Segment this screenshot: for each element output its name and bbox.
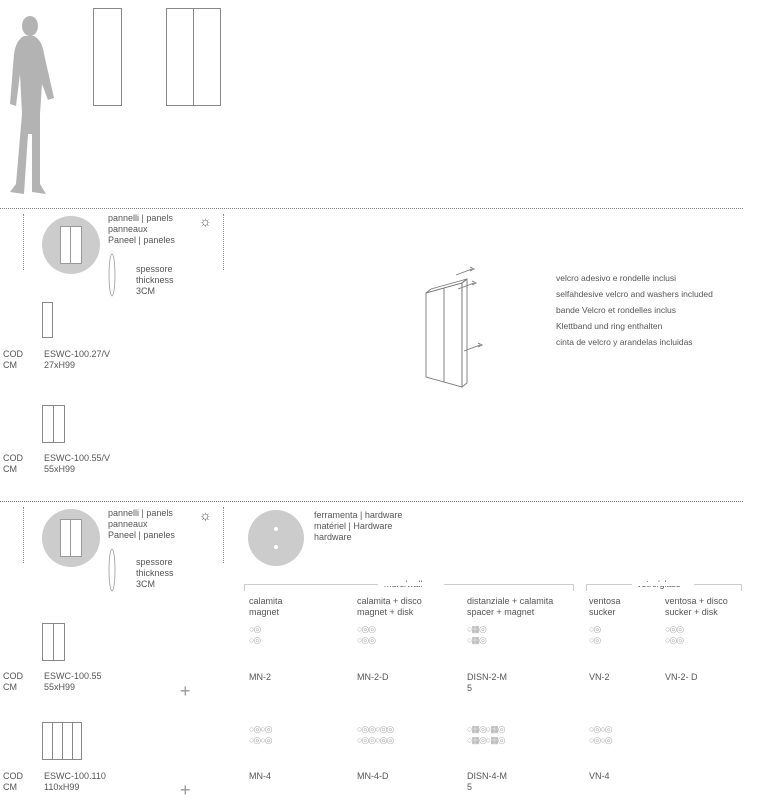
- hardware-code: VN-2- D: [665, 672, 698, 682]
- product-outline-110-split: [52, 722, 53, 760]
- text-line: sucker: [589, 607, 616, 617]
- text-line: sucker + disk: [665, 607, 718, 617]
- human-silhouette: [2, 14, 62, 199]
- text-line: CM: [3, 682, 17, 692]
- text-line: ventosa + disco: [665, 596, 728, 606]
- text-line: magnet: [249, 607, 280, 617]
- text-line: spessore: [136, 557, 173, 567]
- product-size: 55xH99: [44, 464, 76, 474]
- text-line: selfahdesive velcro and washers included: [556, 289, 713, 299]
- sucker-icon: ○◎○◎ ○◎○◎: [589, 724, 612, 745]
- product-code: ESWC-100.110: [44, 771, 106, 781]
- text-line: COD: [3, 671, 23, 681]
- hardware-code: VN-2: [589, 672, 610, 682]
- section1-mid-dotted-rule: [223, 214, 224, 270]
- hardware-icon-dot: [274, 545, 278, 549]
- panel-icon-inner: [60, 226, 82, 264]
- text-line: pannelli | panels: [108, 213, 173, 223]
- text-line: calamita: [249, 596, 283, 606]
- product-outline-55-split: [53, 623, 54, 661]
- section1-left-dotted-rule: [23, 214, 24, 270]
- text-line: panneaux: [108, 224, 148, 234]
- hardware-text: [314, 510, 402, 543]
- section2-mid-dotted-rule: [223, 507, 224, 563]
- text-line: Paneel | paneles: [108, 530, 175, 540]
- text-line: 5: [467, 683, 473, 693]
- spacer-magnet-icon: ○▦◎ ○▦◎: [467, 624, 486, 645]
- text-line: 5: [467, 782, 473, 792]
- product-row-labels: [3, 453, 23, 475]
- section1-thickness-text: [136, 264, 174, 297]
- product-outline-55-split: [53, 405, 54, 443]
- magnet-icon: ○◎ ○◎: [249, 624, 261, 645]
- plus-sign: +: [180, 780, 191, 800]
- hardware-code: MN-4-D: [357, 771, 389, 781]
- column-header: [589, 596, 621, 618]
- text-line: matériel | Hardware: [314, 521, 393, 531]
- thickness-lens-icon: [107, 548, 117, 592]
- plus-sign: +: [180, 681, 191, 701]
- velcro-info-text: [556, 270, 713, 350]
- panel-icon-inner-split: [70, 226, 71, 264]
- text-line: thickness: [136, 275, 174, 285]
- text-line: spessore: [136, 264, 173, 274]
- product-outline-27: [42, 302, 53, 338]
- panel-icon-inner: [60, 519, 82, 557]
- panel-outline-narrow: [93, 8, 122, 106]
- text-line: bande Velcro et rondelles inclus: [556, 305, 677, 315]
- text-line: Klettband und ring enthalten: [556, 321, 663, 331]
- text-line: panneaux: [108, 519, 148, 529]
- product-size: 27xH99: [44, 360, 76, 370]
- text-line: magnet + disk: [357, 607, 414, 617]
- section2-left-dotted-rule: [23, 507, 24, 563]
- sucker-disk-icon: ○◎◎ ○◎◎: [665, 624, 684, 645]
- product-row-labels: [3, 349, 23, 371]
- text-line: COD: [3, 453, 23, 463]
- thickness-lens-icon: [107, 253, 117, 297]
- group-bracket-glass-gap: [632, 582, 694, 586]
- product-outline-110-split: [72, 722, 73, 760]
- text-line: DISN-2-M: [467, 672, 507, 682]
- text-line: Paneel | paneles: [108, 235, 175, 245]
- no-glass-icon: ☼: [199, 213, 212, 229]
- product-code: ESWC-100.55: [44, 671, 102, 681]
- text-line: velcro adesivo e rondelle inclusi: [556, 273, 677, 283]
- text-line: DISN-4-M: [467, 771, 507, 781]
- column-header: [665, 596, 728, 618]
- text-line: CM: [3, 464, 17, 474]
- text-line: hardware: [314, 532, 352, 542]
- text-line: pannelli | panels: [108, 508, 173, 518]
- text-line: spacer + magnet: [467, 607, 535, 617]
- product-row-values: [44, 671, 102, 693]
- sucker-icon: ○◎ ○◎: [589, 624, 601, 645]
- hardware-code: [467, 672, 507, 694]
- hardware-icon-circle: [248, 510, 304, 566]
- section2-panels-text: [108, 508, 175, 541]
- text-line: distanziale + calamita: [467, 596, 554, 606]
- text-line: ferramenta | hardware: [314, 510, 403, 520]
- product-row-labels: [3, 671, 23, 693]
- text-line: ventosa: [589, 596, 621, 606]
- text-line: 3CM: [136, 286, 156, 296]
- panel-outline-wide-split: [193, 8, 194, 106]
- section-divider: [0, 501, 743, 502]
- magnet-disk-icon: ○◎◎○◎◎ ○◎◎○◎◎: [357, 724, 394, 745]
- section2-thickness-text: [136, 557, 174, 590]
- product-size: 55xH99: [44, 682, 76, 692]
- spacer-magnet-icon: ○▦◎○▦◎ ○▦◎○▦◎: [467, 724, 505, 745]
- hardware-code: MN-2: [249, 672, 271, 682]
- text-line: thickness: [136, 568, 174, 578]
- hardware-icon-dot: [274, 527, 278, 531]
- text-line: CM: [3, 782, 17, 792]
- panel-icon-inner-split: [70, 519, 71, 557]
- text-line: 3CM: [136, 579, 156, 589]
- section1-panels-text: [108, 213, 175, 246]
- group-bracket-wall-gap: [378, 582, 444, 586]
- product-row-values: [44, 453, 110, 475]
- product-row-values: [44, 771, 106, 793]
- product-row-labels: [3, 771, 23, 793]
- no-glass-icon: ☼: [199, 507, 212, 523]
- text-line: calamita + disco: [357, 596, 422, 606]
- hardware-code: MN-2-D: [357, 672, 389, 682]
- magnet-icon: ○◎○◎ ○◎○◎: [249, 724, 272, 745]
- text-line: CM: [3, 360, 17, 370]
- text-line: COD: [3, 349, 23, 359]
- product-outline-110-split: [62, 722, 63, 760]
- hardware-code: [467, 771, 507, 793]
- product-size: 110xH99: [44, 782, 80, 792]
- velcro-panel-drawing: [422, 265, 492, 400]
- section-divider: [0, 208, 743, 209]
- product-code: ESWC-100.27/V: [44, 349, 111, 359]
- text-line: COD: [3, 771, 23, 781]
- column-header: [357, 596, 422, 618]
- magnet-disk-icon: ○◎◎ ○◎◎: [357, 624, 376, 645]
- hardware-code: VN-4: [589, 771, 610, 781]
- column-header: [249, 596, 283, 618]
- hardware-code: MN-4: [249, 771, 271, 781]
- text-line: cinta de velcro y arandelas incluidas: [556, 337, 693, 347]
- column-header: [467, 596, 553, 618]
- product-code: ESWC-100.55/V: [44, 453, 111, 463]
- product-row-values: [44, 349, 110, 371]
